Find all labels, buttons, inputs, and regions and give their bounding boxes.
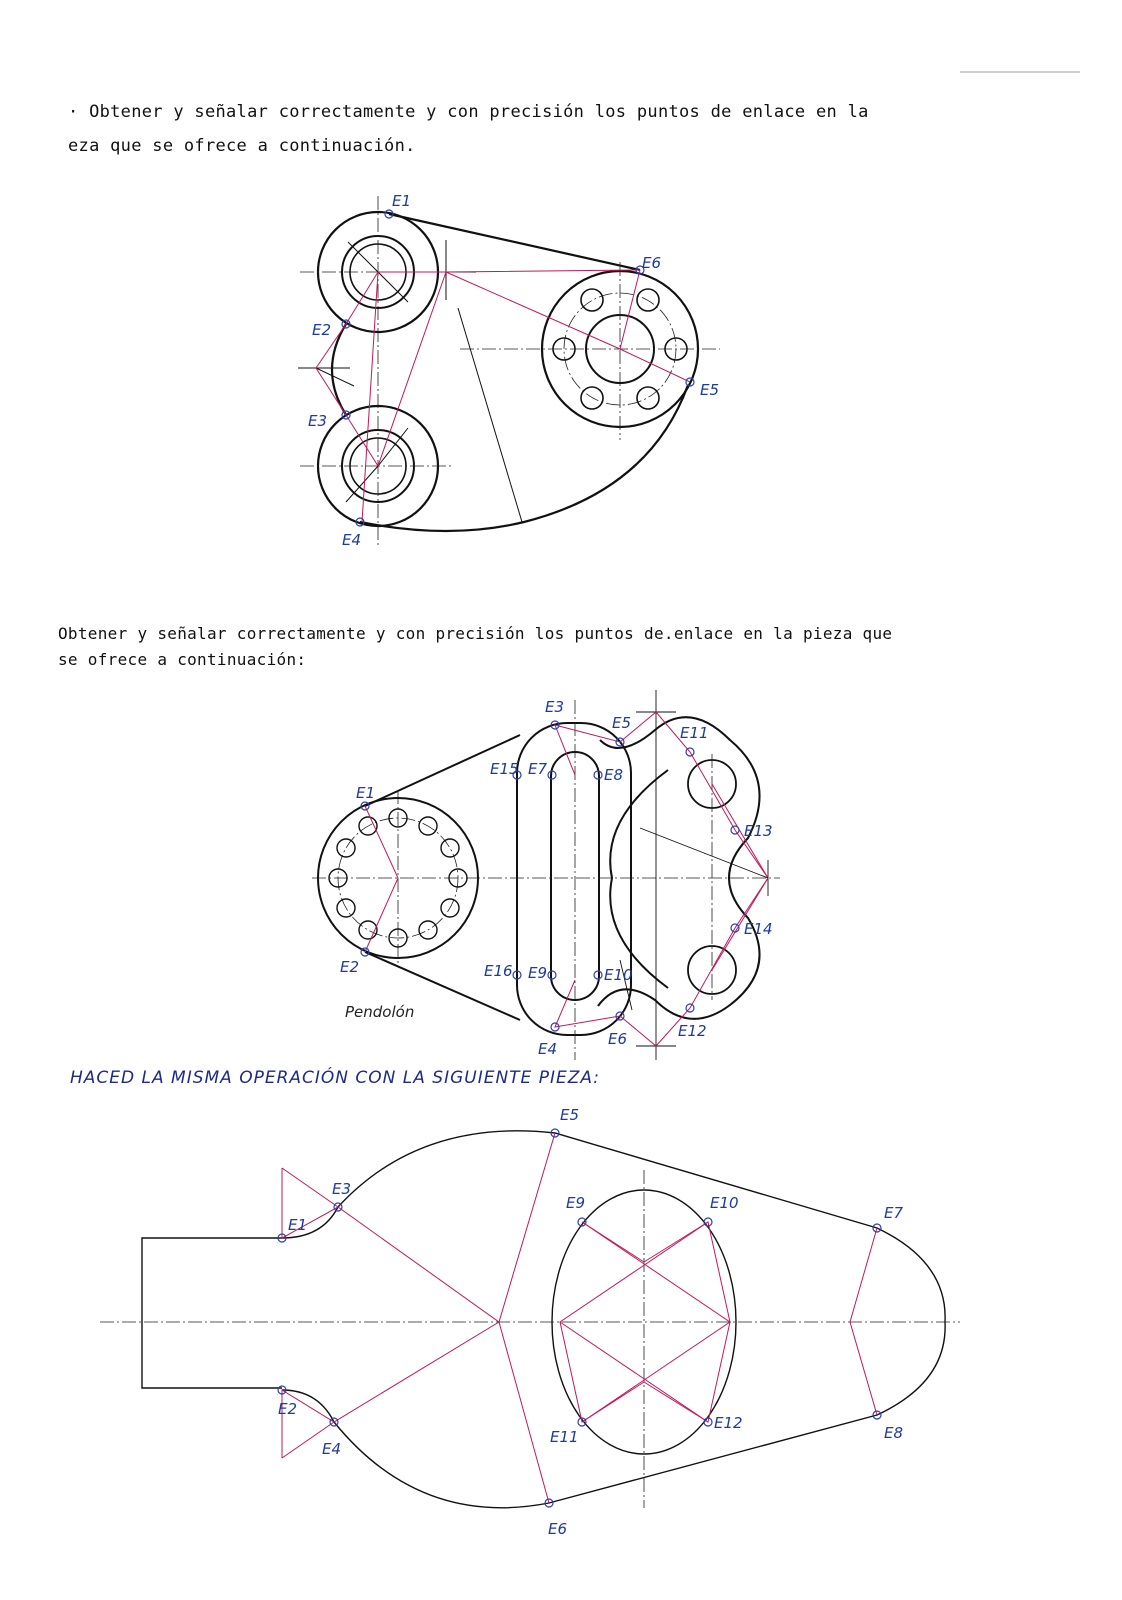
ex1-label-e5: E5 [700,381,720,399]
ex1-label-e6: E6 [642,254,662,272]
ex3-label-e1: E1 [288,1216,308,1234]
ex3-label-e4: E4 [322,1440,342,1458]
ex2-label-e2: E2 [340,958,360,976]
ex2-label-e9: E9 [528,964,548,982]
ex3-label-e8: E8 [884,1424,904,1442]
ex2-label-e10: E10 [604,966,633,984]
ex2-label-e8: E8 [604,766,624,784]
ex2-label-e12: E12 [678,1022,707,1040]
ex2-label-e14: E14 [744,920,773,938]
ex1-label-e1: E1 [392,192,412,210]
ex3-label-e7: E7 [884,1204,904,1222]
ex2-label-e13: E13 [744,822,773,840]
ex3-label-e6: E6 [548,1520,568,1538]
exercise2-drawing [312,690,780,1060]
ex2-label-e1: E1 [356,784,376,802]
ex3-label-e10: E10 [710,1194,739,1212]
ex2-label-e6: E6 [608,1030,628,1048]
ex1-label-e3: E3 [308,412,328,430]
ex3-label-e2: E2 [278,1400,298,1418]
piece-name-label: Pendolón [345,1003,415,1021]
ex3-label-e11: E11 [550,1428,579,1446]
ex2-label-e5: E5 [612,714,632,732]
ex3-label-e9: E9 [566,1194,586,1212]
exercise1-instruction-line1: · Obtener y señalar correctamente y con precisión los puntos de enlace en la [68,102,869,122]
exercise2-instruction-line2: se ofrece a continuación: [58,650,307,669]
ex1-label-e4: E4 [342,531,362,549]
ex2-label-e11: E11 [680,724,709,742]
exercise2-instruction-line1: Obtener y señalar correctamente y con precisión los puntos de.enlace en la pieza que [58,624,893,643]
ex1-label-e2: E2 [312,321,332,339]
ex2-label-e15: E15 [490,760,519,778]
exercise1-drawing [298,192,720,549]
exercise3-drawing [100,1106,960,1538]
ex2-label-e7: E7 [528,760,548,778]
ex2-label-e4: E4 [538,1040,558,1058]
ex2-label-e16: E16 [484,962,513,980]
ex3-label-e3: E3 [332,1180,352,1198]
ex3-label-e12: E12 [714,1414,743,1432]
ex2-label-e3: E3 [545,698,565,716]
exercise3-instruction: HACED LA MISMA OPERACIÓN CON LA SIGUIENTE PIEZA: [70,1068,601,1088]
ex3-label-e5: E5 [560,1106,580,1124]
exercise1-instruction-line2: eza que se ofrece a continuación. [68,136,416,156]
